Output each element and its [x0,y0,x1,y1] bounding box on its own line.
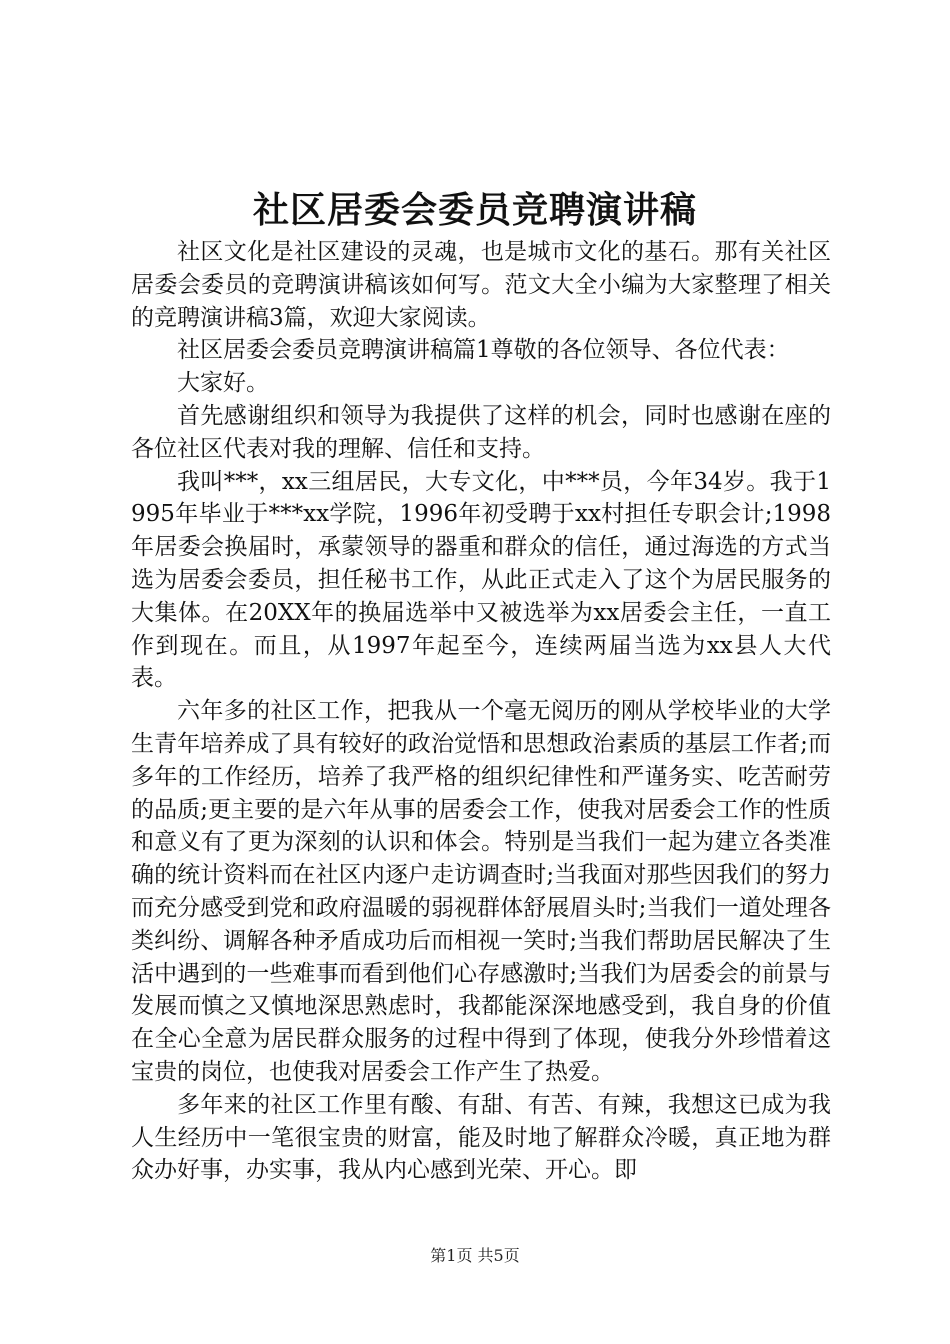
paragraph-work-experience: 六年多的社区工作，把我从一个毫无阅历的刚从学校毕业的大学生青年培养成了具有较好的政治觉悟和思想政治素质的基层工作者;而多年的工作经历，培养了我严格的组织纪律性和严谨务实、吃苦耐劳的品质;更主要的是六年从事的居委会工作，使我对居委会工作的性质和意义有了更为深刻的认识和体会。特别是当我们一起为建立各类准确的统计资料而在社区内逐户走访调查时;当我面对那些因我们的努力而充分感受到党和政府温暖的弱视群体舒展眉头时;当我们一道处理各类纠纷、调解各种矛盾成功后而相视一笑时;当我们帮助居民解决了生活中遇到的一些难事而看到他们心存感激时;当我们为居委会的前景与发展而慎之又慎地深思熟虑时，我都能深深地感受到，我自身的价值在全心全意为居民群众服务的过程中得到了体现，使我分外珍惜着这宝贵的岗位，也使我对居委会工作产生了热爱。 [131,698,831,1085]
paragraph-thanks: 首先感谢组织和领导为我提供了这样的机会，同时也感谢在座的各位社区代表对我的理解、信任和支持。 [131,402,831,462]
paragraph-self-introduction: 我叫***，xx三组居民，大专文化，中***员，今年34岁。我于1995年毕业于***xx学院，1996年初受聘于xx村担任专职会计;1998年居委会换届时，承蒙领导的器重和群众的信任，通过海选的方式当选为居委会委员，担任秘书工作，从此正式走入了这个为居民服务的大集体。在20XX年的换届选举中又被选举为xx居委会主任，一直工作到现在。而且，从1997年起至今，连续两届当选为xx县人大代表。 [131,468,831,692]
paragraph-reflection: 多年来的社区工作里有酸、有甜、有苦、有辣，我想这已成为我人生经历中一笔很宝贵的财富，能及时地了解群众冷暖，真正地为群众办好事，办实事，我从内心感到光荣、开心。即 [131,1091,831,1184]
document-body [131,236,831,1187]
document-title: 社区居委会委员竞聘演讲稿 [252,189,697,231]
paragraph-greeting: 大家好。 [177,370,269,397]
paragraph-speech-heading: 社区居委会委员竞聘演讲稿篇1尊敬的各位领导、各位代表： [177,337,790,364]
page-number-footer: 第1页 共5页 [430,1246,520,1265]
paragraph-intro: 社区文化是社区建设的灵魂，也是城市文化的基石。那有关社区居委会委员的竞聘演讲稿该如何写。范文大全小编为大家整理了相关的竞聘演讲稿3篇，欢迎大家阅读。 [131,239,831,331]
